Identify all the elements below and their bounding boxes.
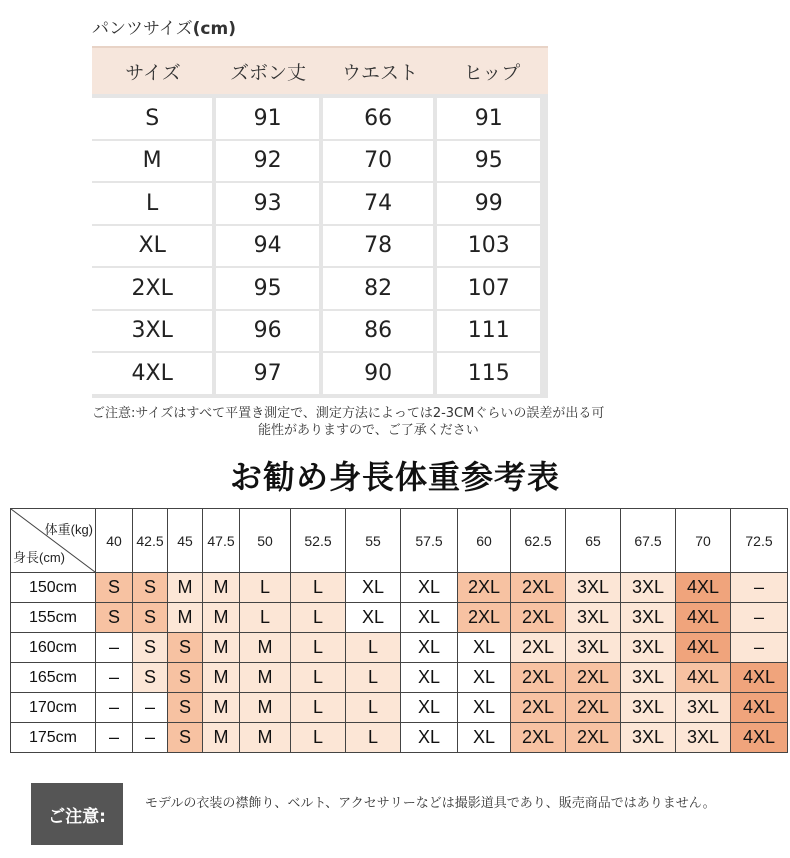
size-cell: 3XL (621, 573, 676, 603)
size-cell: 3XL (621, 633, 676, 663)
pants-title-unit: (cm) (192, 19, 236, 39)
size-cell: 2XL (458, 573, 511, 603)
cell-length: 97 (216, 353, 319, 394)
cell-length: 91 (216, 98, 319, 139)
cell-size: 2XL (92, 268, 212, 309)
size-cell: 2XL (511, 573, 566, 603)
cell-waist: 78 (323, 226, 433, 267)
size-cell: L (240, 603, 291, 633)
cell-length: 92 (216, 141, 319, 182)
size-cell: XL (346, 573, 401, 603)
cell-length: 95 (216, 268, 319, 309)
size-cell: 3XL (621, 723, 676, 753)
size-cell: L (291, 663, 346, 693)
measurement-note-line2: 能性がありますので、ご了承ください (258, 423, 479, 438)
cell-waist: 86 (323, 311, 433, 352)
header-waist: ウエスト (341, 61, 418, 84)
size-cell: XL (458, 633, 511, 663)
size-cell: L (291, 633, 346, 663)
table-row (92, 183, 544, 224)
cell-waist: 66 (323, 98, 433, 139)
height-label: 150cm (11, 573, 96, 603)
size-cell: L (240, 573, 291, 603)
cell-waist: 90 (323, 353, 433, 394)
table-row (92, 226, 544, 267)
table-row (11, 633, 788, 663)
pants-size-table (92, 46, 548, 398)
size-cell: L (291, 603, 346, 633)
size-cell: L (291, 723, 346, 753)
size-cell: XL (401, 723, 458, 753)
corner-cell (11, 509, 96, 573)
size-cell: M (203, 663, 240, 693)
size-cell: S (133, 603, 168, 633)
size-cell: M (168, 603, 203, 633)
header-length: ズボン丈 (229, 61, 306, 84)
header-hip: ヒップ (463, 61, 521, 84)
size-cell: XL (458, 723, 511, 753)
size-cell: L (346, 723, 401, 753)
height-label: 175cm (11, 723, 96, 753)
size-cell: L (291, 573, 346, 603)
table-row (92, 311, 544, 352)
notice-label: ご注意: (31, 783, 123, 845)
size-cell: – (133, 693, 168, 723)
size-cell: L (346, 633, 401, 663)
size-cell: 4XL (676, 603, 731, 633)
height-label: 160cm (11, 633, 96, 663)
size-cell: 2XL (566, 693, 621, 723)
table-row (11, 603, 788, 633)
cell-size: 3XL (92, 311, 212, 352)
size-cell: M (240, 663, 291, 693)
size-cell: XL (401, 603, 458, 633)
size-cell: 2XL (566, 723, 621, 753)
size-cell: 3XL (676, 723, 731, 753)
weight-header: 65 (566, 509, 621, 573)
weight-header: 42.5 (133, 509, 168, 573)
size-cell: 4XL (676, 663, 731, 693)
weight-header: 67.5 (621, 509, 676, 573)
weight-header: 40 (96, 509, 133, 573)
cell-hip: 103 (437, 226, 540, 267)
recommend-chart-title: お勧め身長体重参考表 (229, 458, 560, 496)
size-cell: 2XL (511, 693, 566, 723)
size-cell: L (291, 693, 346, 723)
size-cell: 3XL (621, 693, 676, 723)
size-cell: 4XL (676, 633, 731, 663)
size-cell: 2XL (458, 603, 511, 633)
recommend-size-grid (10, 508, 788, 753)
cell-waist: 70 (323, 141, 433, 182)
size-cell: XL (458, 693, 511, 723)
size-cell: XL (401, 573, 458, 603)
weight-header: 50 (240, 509, 291, 573)
size-cell: XL (458, 663, 511, 693)
size-cell: XL (401, 693, 458, 723)
size-cell: 2XL (511, 663, 566, 693)
cell-waist: 82 (323, 268, 433, 309)
height-label: 155cm (11, 603, 96, 633)
weight-header: 57.5 (401, 509, 458, 573)
cell-hip: 91 (437, 98, 540, 139)
size-cell: 3XL (676, 693, 731, 723)
table-row (92, 268, 544, 309)
size-cell: – (731, 603, 788, 633)
size-cell: M (203, 573, 240, 603)
weight-header: 55 (346, 509, 401, 573)
size-cell: S (133, 573, 168, 603)
cell-waist: 74 (323, 183, 433, 224)
size-cell: – (96, 693, 133, 723)
measurement-note (92, 405, 702, 439)
size-cell: S (96, 603, 133, 633)
cell-size: S (92, 98, 212, 139)
weight-header: 47.5 (203, 509, 240, 573)
weight-header: 52.5 (291, 509, 346, 573)
size-cell: XL (346, 603, 401, 633)
corner-weight-label: 体重(kg) (44, 522, 93, 537)
cell-length: 94 (216, 226, 319, 267)
size-cell: L (346, 663, 401, 693)
cell-hip: 115 (437, 353, 540, 394)
size-cell: 2XL (511, 633, 566, 663)
table-row (11, 663, 788, 693)
size-cell: 3XL (566, 573, 621, 603)
size-cell: 4XL (676, 573, 731, 603)
cell-length: 93 (216, 183, 319, 224)
size-cell: – (96, 633, 133, 663)
table-row (92, 353, 544, 394)
size-cell: S (168, 663, 203, 693)
weight-header: 60 (458, 509, 511, 573)
size-cell: – (133, 723, 168, 753)
size-cell: M (203, 723, 240, 753)
table-row (11, 693, 788, 723)
size-cell: – (96, 663, 133, 693)
size-cell: M (203, 603, 240, 633)
cell-size: XL (92, 226, 212, 267)
size-cell: – (731, 573, 788, 603)
cell-hip: 107 (437, 268, 540, 309)
cell-size: L (92, 183, 212, 224)
size-cell: S (168, 633, 203, 663)
size-cell: M (240, 693, 291, 723)
size-cell: M (168, 573, 203, 603)
corner-height-label: 身長(cm) (13, 550, 65, 565)
cell-hip: 95 (437, 141, 540, 182)
size-cell: M (203, 633, 240, 663)
pants-size-title (92, 14, 236, 39)
size-cell: S (96, 573, 133, 603)
size-cell: 2XL (511, 723, 566, 753)
size-cell: 4XL (731, 663, 788, 693)
cell-size: 4XL (92, 353, 212, 394)
size-cell: S (168, 693, 203, 723)
size-cell: 3XL (621, 663, 676, 693)
weight-header: 45 (168, 509, 203, 573)
table-row (92, 98, 544, 139)
cell-size: M (92, 141, 212, 182)
size-cell: 2XL (511, 603, 566, 633)
weight-header-row (11, 509, 788, 573)
pants-table-header (92, 46, 548, 94)
pants-title-text: パンツサイズ (92, 19, 193, 39)
weight-header: 70 (676, 509, 731, 573)
size-cell: M (240, 633, 291, 663)
weight-header: 72.5 (731, 509, 788, 573)
size-cell: S (133, 663, 168, 693)
table-row (11, 573, 788, 603)
size-cell: S (133, 633, 168, 663)
table-row (92, 141, 544, 182)
measurement-note-line1: ご注意:サイズはすべて平置き測定で、測定方法によっては2-3CMぐらいの誤差が出る可 (92, 406, 605, 421)
header-size: サイズ (125, 61, 181, 84)
weight-header: 62.5 (511, 509, 566, 573)
size-cell: S (168, 723, 203, 753)
height-label: 170cm (11, 693, 96, 723)
size-cell: 3XL (621, 603, 676, 633)
size-cell: – (731, 633, 788, 663)
cell-hip: 111 (437, 311, 540, 352)
table-row (11, 723, 788, 753)
pants-table-body (92, 94, 548, 398)
size-cell: 2XL (566, 663, 621, 693)
size-cell: M (203, 693, 240, 723)
size-cell: – (96, 723, 133, 753)
size-cell: XL (401, 633, 458, 663)
height-label: 165cm (11, 663, 96, 693)
size-cell: 3XL (566, 633, 621, 663)
cell-hip: 99 (437, 183, 540, 224)
size-cell: M (240, 723, 291, 753)
size-cell: XL (401, 663, 458, 693)
size-cell: 3XL (566, 603, 621, 633)
size-cell: 4XL (731, 723, 788, 753)
cell-length: 96 (216, 311, 319, 352)
size-cell: L (346, 693, 401, 723)
size-cell: 4XL (731, 693, 788, 723)
notice-text: モデルの衣装の襟飾り、ベルト、アクセサリーなどは撮影道具であり、販売商品ではありません。 (145, 796, 716, 811)
